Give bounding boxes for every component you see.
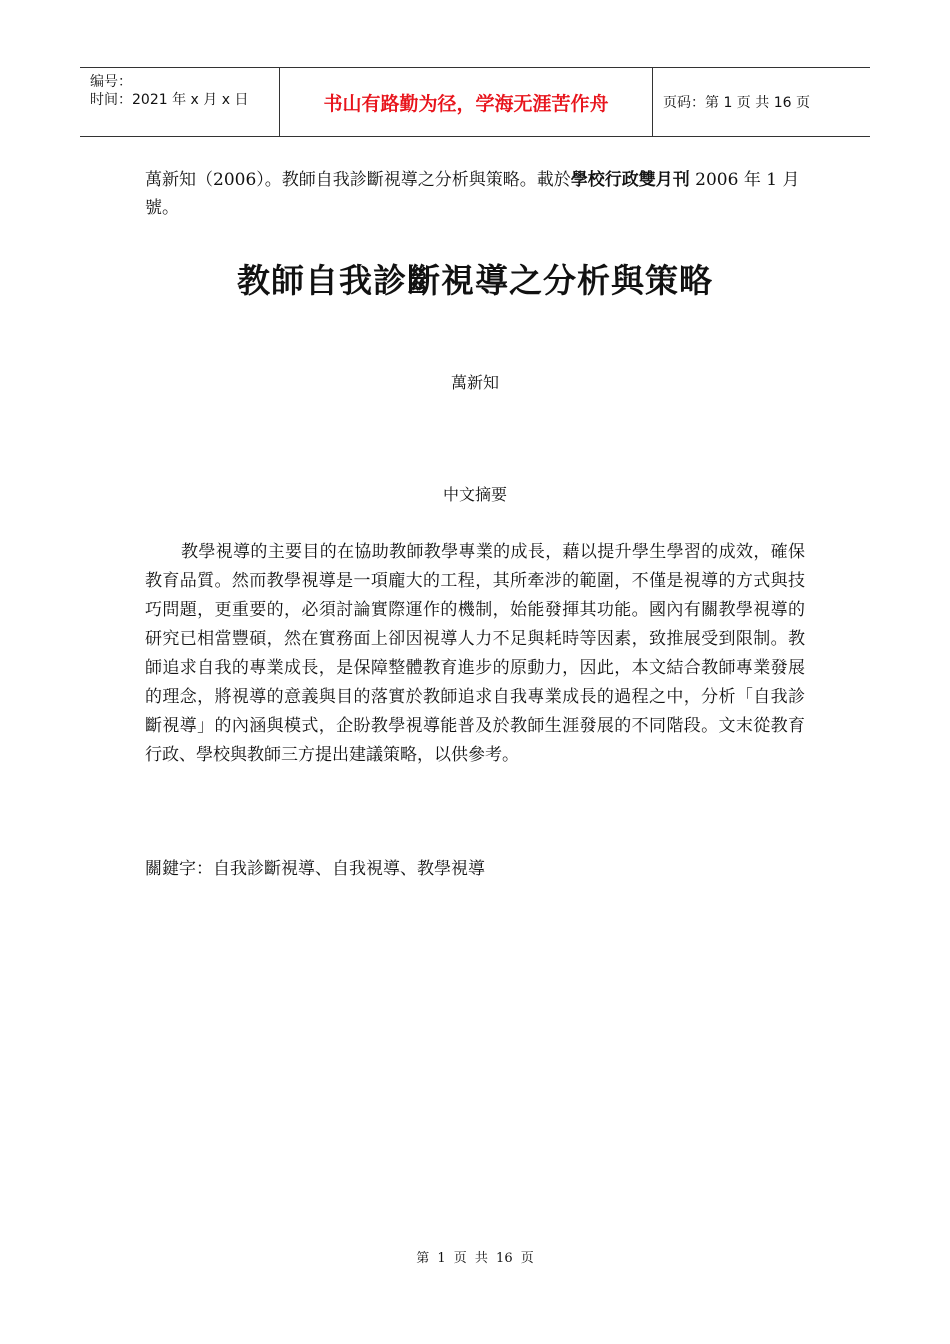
page-footer: 第 1 页 共 16 页 — [416, 1251, 534, 1266]
document-number-label: 编号： — [90, 74, 132, 90]
header-meta — [80, 68, 280, 136]
document-date-label: 时间：2021 年 x 月 x 日 — [90, 92, 249, 108]
header-motto: 书山有路勤为径，学海无涯苦作舟 — [280, 68, 653, 136]
page-header — [80, 67, 870, 137]
document-title: 教師自我診斷視導之分析與策略 — [237, 261, 713, 300]
citation-journal: 學校行政雙月刊 — [570, 170, 690, 190]
abstract-text: 教學視導的主要目的在協助教師教學專業的成長，藉以提升學生學習的成效，確保教育品質。然而教學視導是一項龐大的工程，其所牽涉的範圍，不僅是視導的方式與技巧問題，更重要的，必須討論實際運作的機制，始能發揮其功能。國內有關教學視導的研究已相當豐碩，然在實務面上卻因視導人力不足與耗時等因素，致推展受到限制。教師追求自我的專業成長，是保障整體教育進步的原動力，因此，本文結合教師專業發展的理念，將視導的意義與目的落實於教師追求自我專業成長的過程之中，分析「自我診斷視導」的內涵與模式，企盼教學視導能普及於教師生涯發展的不同階段。文末從教育行政、學校與教師三方提出建議策略，以供參考。 — [145, 542, 805, 765]
citation — [145, 166, 815, 222]
keywords: 關鍵字：自我診斷視導、自我視導、教學視導 — [145, 859, 485, 879]
author-name: 萬新知 — [450, 373, 499, 392]
citation-suffix: 2006 年 1 月號。 — [145, 170, 800, 218]
abstract-heading: 中文摘要 — [442, 485, 507, 504]
header-page-number: 页码：第 1 页 共 16 页 — [663, 95, 810, 111]
citation-prefix: 萬新知（2006）。教師自我診斷視導之分析與策略。載於 — [145, 170, 571, 190]
